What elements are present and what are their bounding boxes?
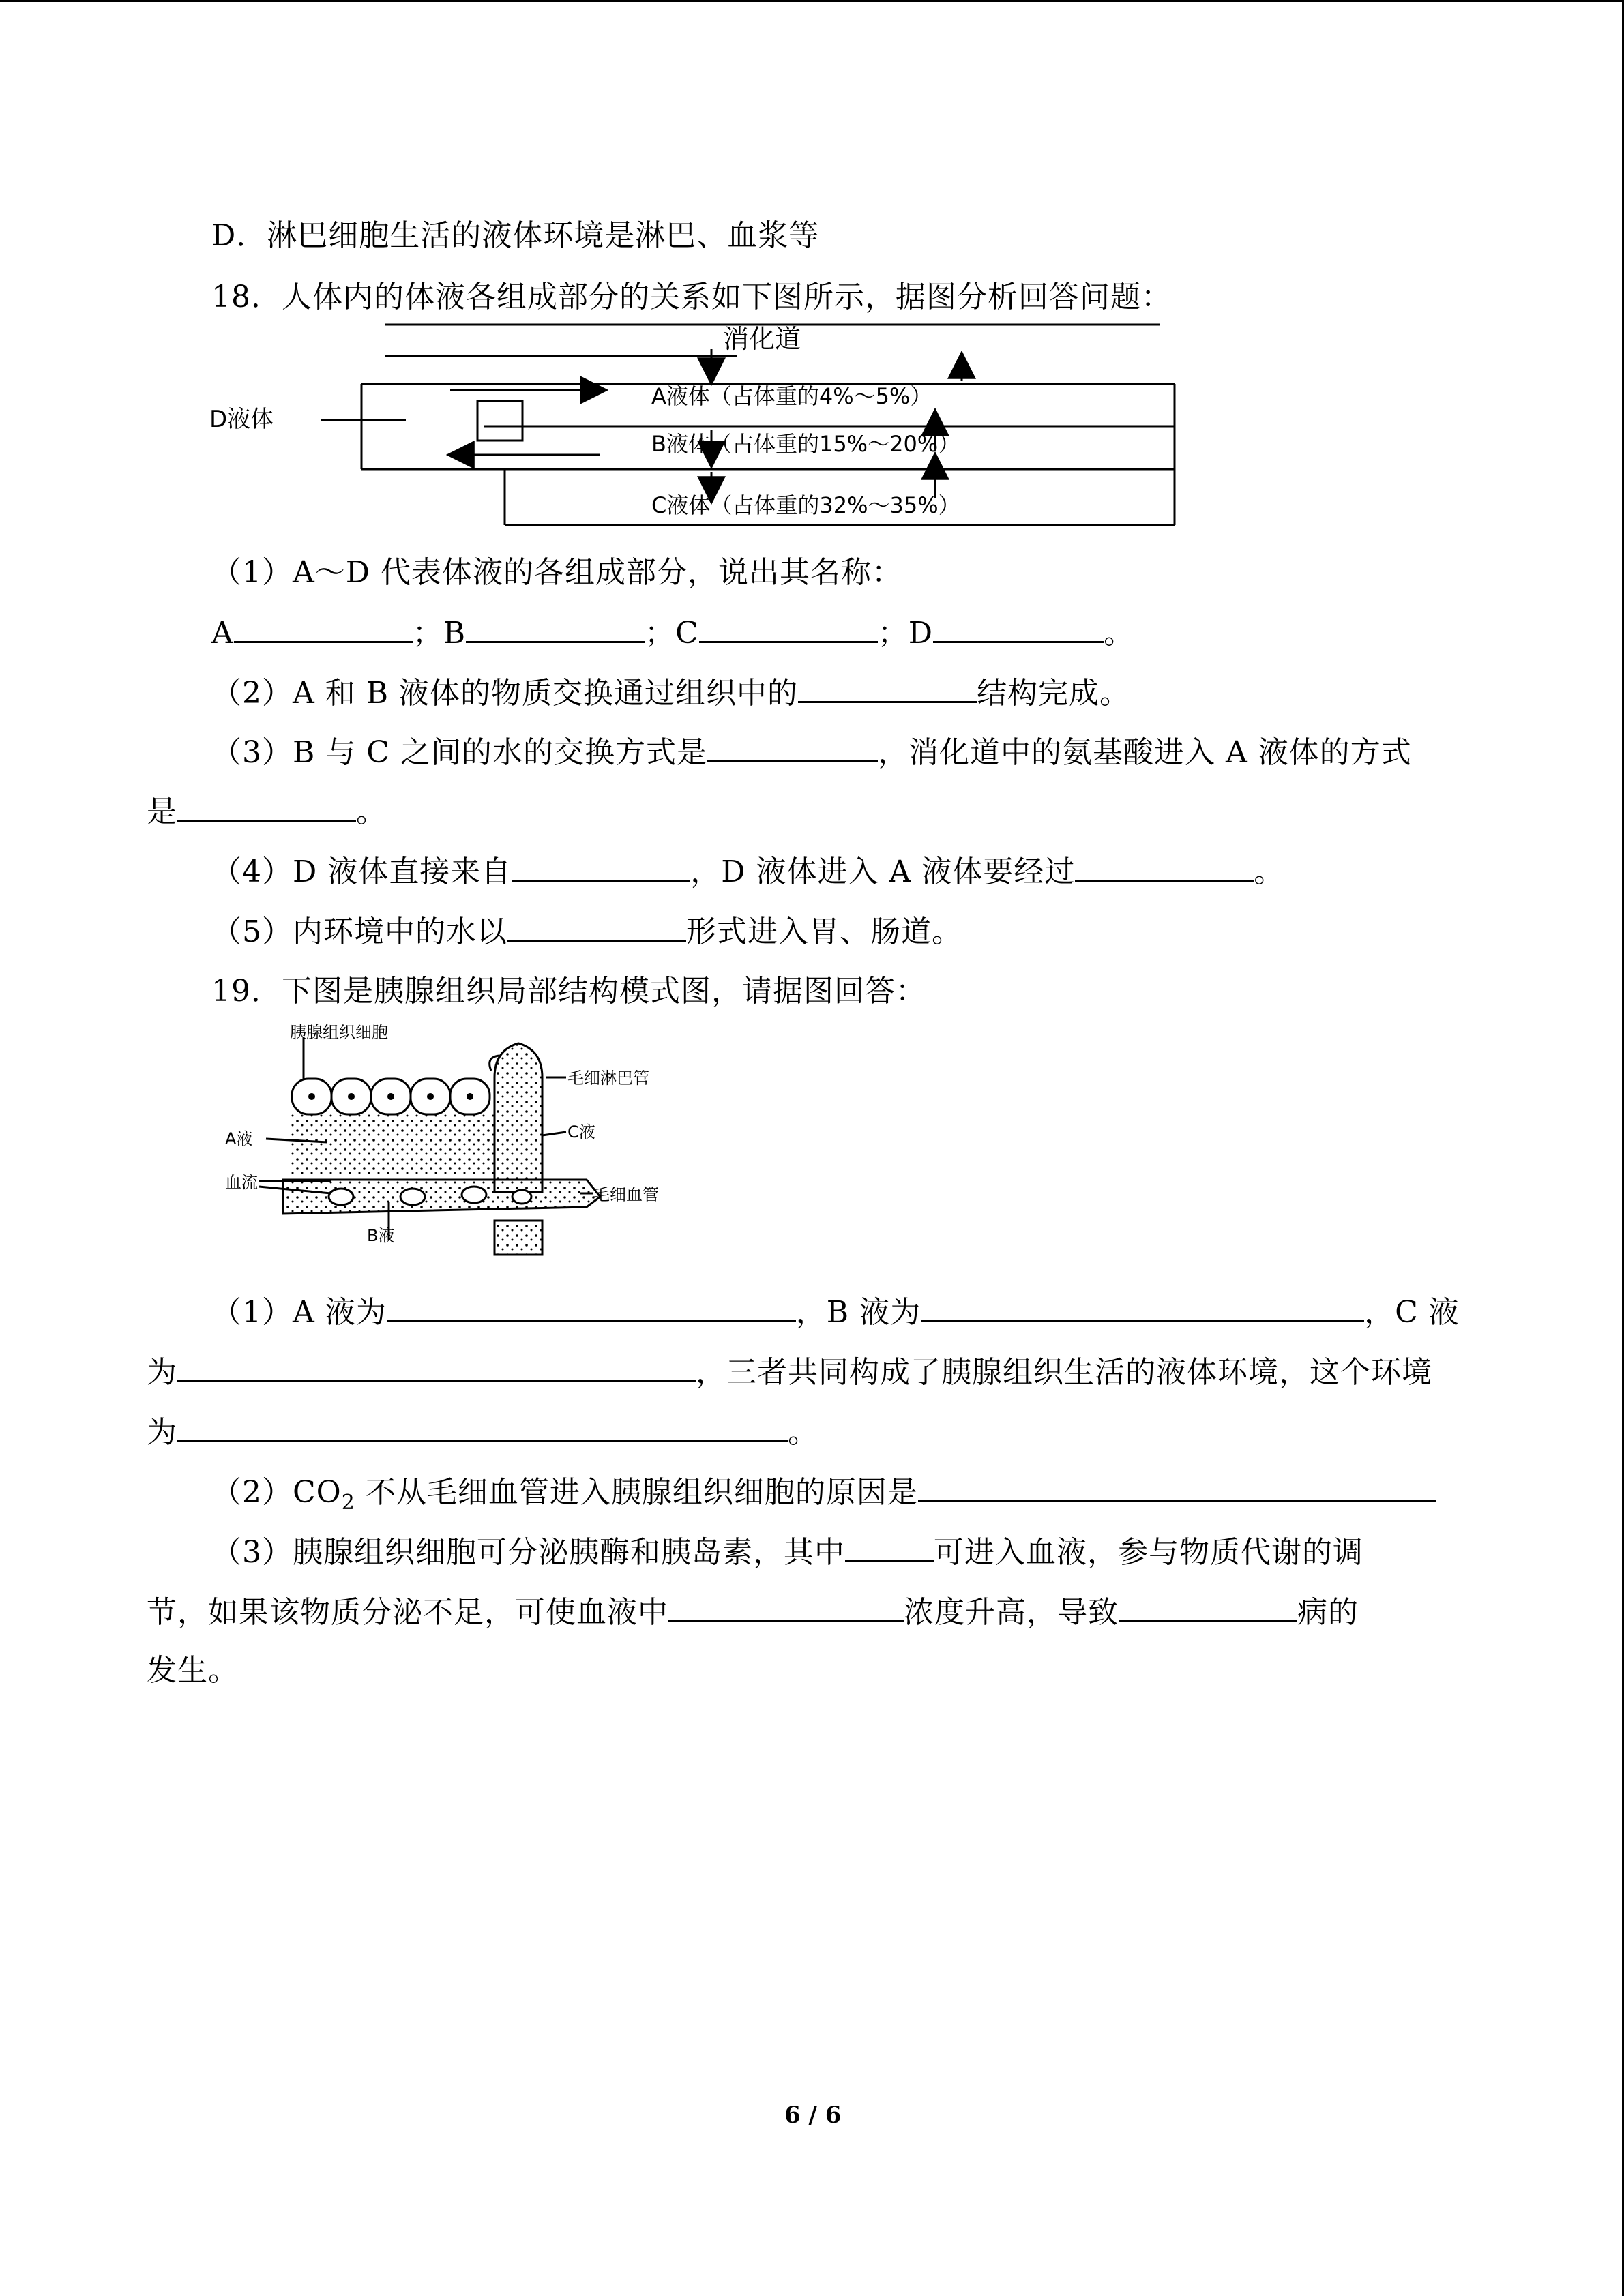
q18-body-fluid-diagram	[198, 320, 1194, 539]
q19-sub1-start: （1）A 液为	[211, 1295, 387, 1330]
q19-stem: 19．下图是胰腺组织局部结构模式图，请据图回答：	[211, 974, 926, 1009]
label-a-fluid: A液体（占体重的4%～5%）	[651, 383, 932, 409]
q19-sub2	[211, 1472, 1436, 1523]
label-pancreas-cell: 胰腺组织细胞	[290, 1023, 388, 1042]
q19-sub1-end: 。	[788, 1415, 818, 1450]
answer-blank-d-source[interactable]	[512, 851, 690, 882]
q18-sub3-end: 。	[356, 794, 387, 829]
q18-sub5-start: （5）内环境中的水以	[211, 914, 507, 949]
q19-pancreas-tissue-diagram	[218, 1023, 709, 1268]
q18-sub2	[211, 672, 1130, 714]
label-blood-capillary: 毛细血管	[593, 1185, 659, 1204]
q19-sub1-env-label: 为	[147, 1415, 177, 1450]
lymph-capillary	[494, 1043, 542, 1255]
q18-sub3-mid: ，消化道中的氨基酸进入 A 液体的方式	[877, 735, 1412, 770]
q18-sub4	[211, 851, 1284, 893]
answer-blank-d[interactable]	[933, 612, 1104, 643]
q18-sub1-end: 。	[1104, 616, 1135, 651]
co2-subscript: 2	[341, 1491, 355, 1515]
page-top-border	[0, 0, 1624, 2]
q19-sub1-env	[147, 1412, 818, 1453]
q19-sub1-b-label: ，B 液为	[795, 1295, 921, 1330]
label-lymph-capillary: 毛细淋巴管	[567, 1069, 649, 1088]
answer-blank-b-fluid[interactable]	[921, 1292, 1364, 1322]
q19-sub1-c-label: ，C 液	[1364, 1295, 1460, 1330]
q19-sub1-mid: ，三者共同构成了胰腺组织生活的液体环境，这个环境	[696, 1355, 1432, 1390]
q19-sub2-rest: 不从毛细血管进入胰腺组织细胞的原因是	[355, 1475, 918, 1510]
q18-sub3	[211, 732, 1412, 773]
label-c-fluid: C液体（占体重的32%～35%）	[651, 492, 960, 518]
answer-blank-c[interactable]	[699, 612, 878, 643]
q19-sub3-mid: 可进入血液，参与物质代谢的调	[934, 1535, 1363, 1570]
q18-sub3-start: （3）B 与 C 之间的水的交换方式是	[211, 735, 707, 770]
q18-sub5-end: 形式进入胃、肠道。	[686, 914, 962, 949]
q18-sub4-start: （4）D 液体直接来自	[211, 854, 512, 889]
q18-sub1-a-label: A	[211, 616, 234, 651]
q18-stem: 18．人体内的体液各组成部分的关系如下图所示，据图分析回答问题：	[211, 280, 1172, 314]
q18-sub2-end: 结构完成。	[977, 676, 1131, 711]
answer-blank-d-path[interactable]	[1075, 851, 1254, 882]
answer-blank-c-fluid[interactable]	[177, 1352, 696, 1382]
q17-option-d: D．淋巴细胞生活的液体环境是淋巴、血浆等	[211, 218, 820, 253]
q18-sub3-cont-label: 是	[147, 794, 177, 829]
q18-sub3-cont	[147, 791, 387, 833]
answer-blank-blood-level[interactable]	[668, 1592, 904, 1622]
q18-sub1-answers	[211, 612, 1134, 654]
answer-blank-b[interactable]	[466, 612, 645, 643]
q19-sub1	[211, 1292, 1460, 1333]
q19-sub3-cont-label: 节，如果该物质分泌不足，可使血液中	[147, 1595, 668, 1630]
q19-sub3-start: （3）胰腺组织细胞可分泌胰酶和胰岛素，其中	[211, 1535, 845, 1570]
q19-sub1-c-cont: 为	[147, 1355, 177, 1390]
answer-blank-disease[interactable]	[1119, 1592, 1297, 1622]
answer-blank-environment[interactable]	[177, 1412, 788, 1442]
label-b-fluid: B液体（占体重的15%～20%）	[651, 431, 960, 457]
answer-blank-hormone[interactable]	[845, 1532, 934, 1562]
label-a-fluid: A液	[225, 1129, 253, 1148]
q18-sub4-end: 。	[1254, 854, 1285, 889]
answer-blank-co2-reason[interactable]	[918, 1472, 1436, 1502]
q19-sub2-start: （2）CO	[211, 1475, 342, 1510]
answer-blank-a-fluid[interactable]	[387, 1292, 796, 1322]
tissue-box	[477, 401, 522, 441]
q19-sub1-cont	[147, 1352, 1432, 1393]
label-digestive-tract: 消化道	[723, 324, 801, 354]
label-blood-flow: 血流	[225, 1173, 258, 1192]
q19-sub3-cont3: 病的	[1297, 1595, 1359, 1630]
q18-sub1-d-label: ；D	[877, 616, 934, 651]
label-c-fluid: C液	[567, 1122, 595, 1142]
answer-blank-a[interactable]	[234, 612, 413, 643]
q19-sub3	[211, 1532, 1363, 1573]
q19-sub3-cont	[147, 1592, 1359, 1633]
q18-sub4-mid: ，D 液体进入 A 液体要经过	[690, 854, 1076, 889]
answer-blank-water-exchange[interactable]	[707, 732, 878, 762]
q18-sub1-b-label: ；B	[412, 616, 467, 651]
answer-blank-water-form[interactable]	[507, 911, 686, 942]
q18-sub1-c-label: ；C	[645, 616, 699, 651]
q19-sub3-cont2: 浓度升高，导致	[904, 1595, 1119, 1630]
answer-blank-amino-transport[interactable]	[177, 791, 356, 822]
answer-blank-structure[interactable]	[798, 672, 977, 703]
q18-sub1: （1）A～D 代表体液的各组成部分，说出其名称：	[211, 555, 903, 590]
q19-sub3-last: 发生。	[147, 1653, 239, 1688]
q18-sub5	[211, 911, 962, 953]
label-d-fluid: D液体	[209, 406, 274, 433]
q18-sub2-start: （2）A 和 B 液体的物质交换通过组织中的	[211, 676, 799, 711]
page-number: 6 / 6	[784, 2102, 842, 2129]
label-b-fluid: B液	[367, 1226, 395, 1245]
